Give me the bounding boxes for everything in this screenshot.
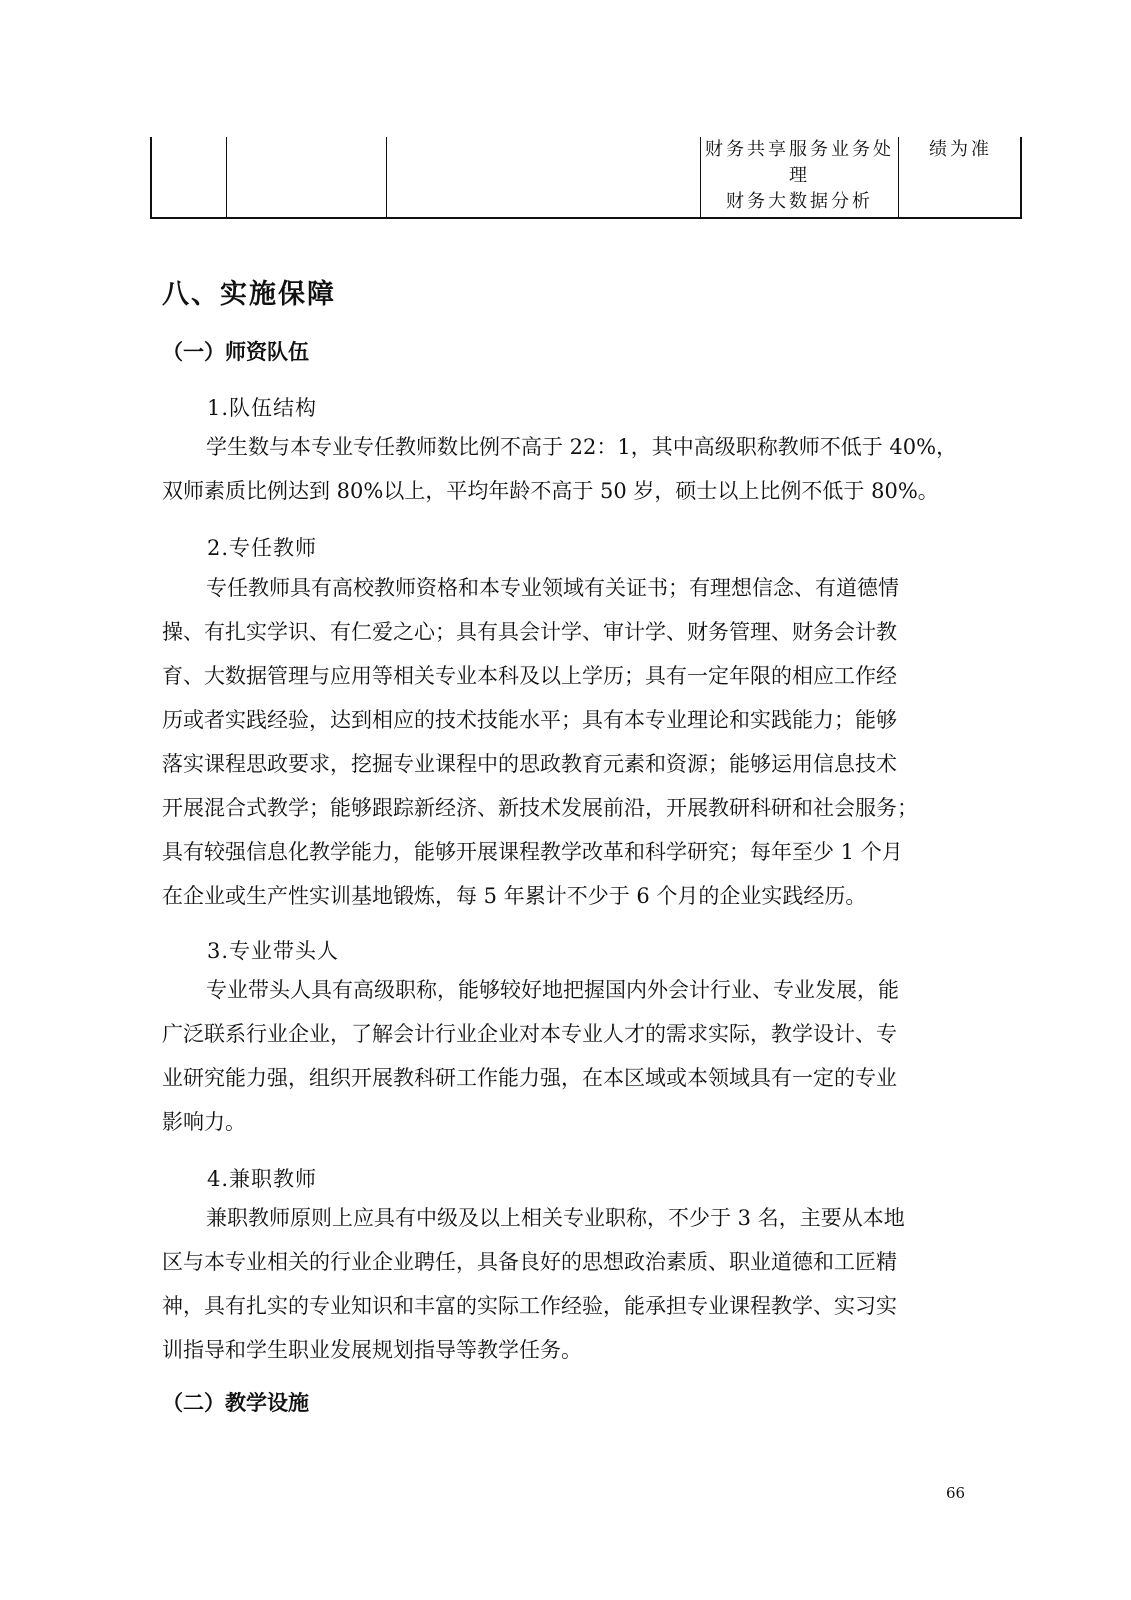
section-title: 八、实施保障 (162, 279, 336, 310)
paragraph-line: 在企业或生产性实训基地锻炼，每 5 年累计不少于 6 个月的企业实践经历。 (162, 884, 867, 908)
subsection-title-1: （一）师资队伍 (162, 340, 309, 364)
paragraph-line: 学生数与本专业专任教师数比例不高于 22：1，其中高级职称教师不低于 40%， (206, 435, 958, 459)
table-column-divider (386, 137, 387, 217)
page-number: 66 (946, 1484, 966, 1502)
paragraph (162, 425, 962, 513)
table-cell-col4 (701, 137, 898, 215)
paragraph-line: 广泛联系行业企业，了解会计行业企业对本专业人才的需求实际，教学设计、专 (162, 1022, 897, 1046)
table-cell-col5 (899, 137, 1022, 163)
paragraph-line: 兼职教师原则上应具有中级及以上相关专业职称，不少于 3 名，主要从本地 (206, 1206, 905, 1230)
table-cell-line: 财务大数据分析 (726, 191, 873, 212)
paragraph (162, 968, 962, 1144)
table-fragment (150, 137, 1022, 219)
subsection-title-2: （二）教学设施 (162, 1391, 309, 1415)
paragraph-line: 训指导和学生职业发展规划指导等教学任务。 (162, 1338, 582, 1362)
paragraph-line: 育、大数据管理与应用等相关专业本科及以上学历；具有一定年限的相应工作经 (162, 664, 897, 688)
paragraph (162, 1196, 962, 1372)
paragraph-line: 操、有扎实学识、有仁爱之心；具有具会计学、审计学、财务管理、财务会计教 (162, 620, 897, 644)
paragraph-line: 开展混合式教学；能够跟踪新经济、新技术发展前沿，开展教研科研和社会服务； (162, 796, 918, 820)
table-cell-line: 理 (789, 165, 810, 186)
item-heading: 1.队伍结构 (207, 396, 318, 420)
table-cell-line: 绩为准 (929, 139, 992, 160)
paragraph-line: 落实课程思政要求，挖掘专业课程中的思政教育元素和资源；能够运用信息技术 (162, 752, 897, 776)
table-cell-line: 财务共享服务业务处 (705, 139, 894, 160)
item-heading: 2.专任教师 (207, 536, 318, 560)
paragraph (162, 566, 962, 918)
table-column-divider (226, 137, 227, 217)
paragraph-line: 区与本专业相关的行业企业聘任，具备良好的思想政治素质、职业道德和工匠精 (162, 1250, 897, 1274)
paragraph-line: 专业带头人具有高级职称，能够较好地把握国内外会计行业、专业发展，能 (206, 978, 899, 1002)
item-heading: 4.兼职教师 (207, 1167, 318, 1191)
paragraph-line: 双师素质比例达到 80%以上，平均年龄不高于 50 岁，硕士以上比例不低于 80%。 (162, 479, 939, 503)
paragraph-line: 历或者实践经验，达到相应的技术技能水平；具有本专业理论和实践能力；能够 (162, 708, 897, 732)
item-heading: 3.专业带头人 (207, 939, 340, 963)
paragraph-line: 影响力。 (162, 1110, 246, 1134)
paragraph-line: 专任教师具有高校教师资格和本专业领域有关证书；有理想信念、有道德情 (206, 576, 899, 600)
paragraph-line: 神，具有扎实的专业知识和丰富的实际工作经验，能承担专业课程教学、实习实 (162, 1294, 897, 1318)
paragraph-line: 业研究能力强，组织开展教科研工作能力强，在本区域或本领域具有一定的专业 (162, 1066, 897, 1090)
paragraph-line: 具有较强信息化教学能力，能够开展课程教学改革和科学研究；每年至少 1 个月 (162, 840, 903, 864)
